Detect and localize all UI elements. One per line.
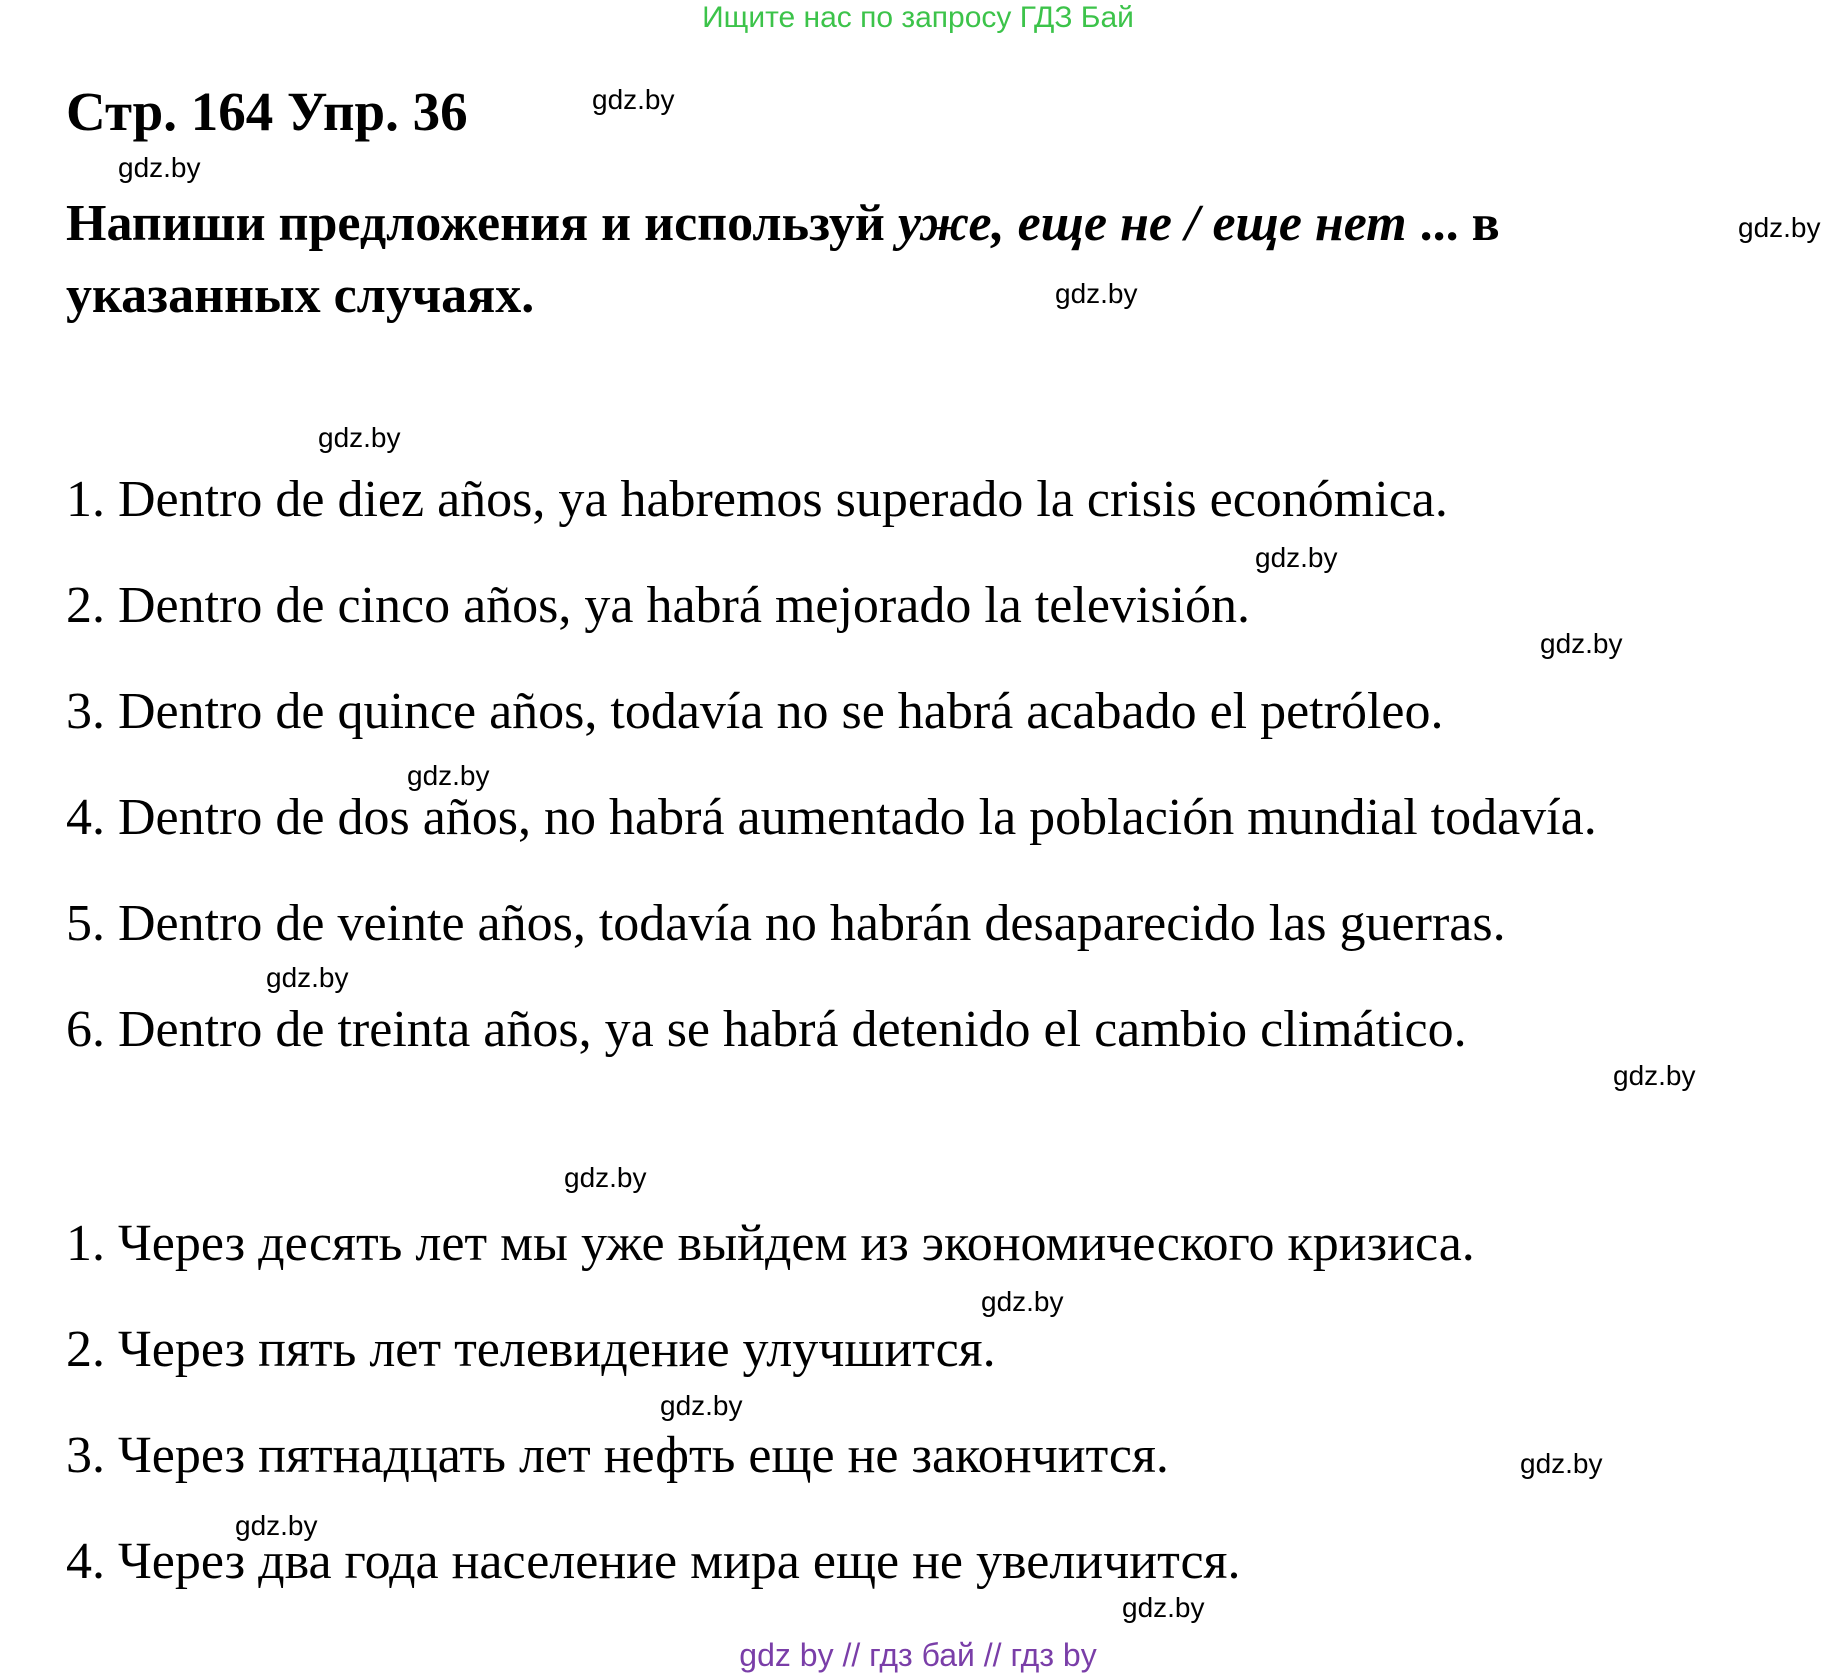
watermark: gdz.by bbox=[1738, 212, 1821, 243]
watermark: gdz.by bbox=[592, 84, 675, 115]
watermark: gdz.by bbox=[318, 422, 401, 453]
watermark: gdz.by bbox=[1520, 1448, 1603, 1479]
spanish-sentence-6: 6. Dentro de treinta años, ya se habrá detenido el cambio climático. bbox=[66, 1001, 1467, 1058]
watermark: gdz.by bbox=[1055, 278, 1138, 309]
watermark: gdz.by bbox=[1613, 1060, 1696, 1091]
spanish-sentence-2: 2. Dentro de cinco años, ya habrá mejorado la televisión. bbox=[66, 577, 1251, 634]
watermark: gdz.by bbox=[1540, 628, 1623, 659]
instruction-prefix: Напиши предложения и используй bbox=[66, 195, 898, 252]
spanish-sentence-4: 4. Dentro de dos años, no habrá aumentado la población mundial todavía. bbox=[66, 789, 1597, 846]
spanish-sentence-5: 5. Dentro de veinte años, todavía no habrán desaparecido las guerras. bbox=[66, 895, 1506, 952]
watermark: gdz.by bbox=[118, 152, 201, 183]
watermark: gdz.by bbox=[407, 760, 490, 791]
instruction-suffix: ... в bbox=[1406, 195, 1500, 252]
russian-sentence-3: 3. Через пятнадцать лет нефть еще не закончится. bbox=[66, 1427, 1169, 1484]
russian-sentence-4: 4. Через два года население мира еще не увеличится. bbox=[66, 1533, 1241, 1590]
instruction-line-2: указанных случаях. bbox=[66, 267, 535, 324]
russian-sentence-1: 1. Через десять лет мы уже выйдем из экономического кризиса. bbox=[66, 1215, 1475, 1272]
watermark: gdz.by bbox=[1255, 542, 1338, 573]
watermark: gdz.by bbox=[266, 962, 349, 993]
page-title: Стр. 164 Упр. 36 bbox=[66, 81, 468, 142]
instruction-italic-words: уже, еще не / еще нет bbox=[897, 195, 1407, 252]
spanish-sentence-3: 3. Dentro de quince años, todavía no se habrá acabado el petróleo. bbox=[66, 683, 1444, 740]
footer-watermark: gdz by // гдз бай // гдз by bbox=[739, 1637, 1097, 1673]
search-banner: Ищите нас по запросу ГДЗ Бай bbox=[702, 1, 1134, 34]
watermark: gdz.by bbox=[564, 1162, 647, 1193]
instruction-line-1 bbox=[66, 188, 1500, 260]
watermark: gdz.by bbox=[981, 1286, 1064, 1317]
task-instruction bbox=[66, 188, 1500, 332]
watermark: gdz.by bbox=[660, 1390, 743, 1421]
russian-sentence-2: 2. Через пять лет телевидение улучшится. bbox=[66, 1321, 996, 1378]
spanish-sentence-1: 1. Dentro de diez años, ya habremos superado la crisis económica. bbox=[66, 471, 1448, 528]
watermark: gdz.by bbox=[235, 1510, 318, 1541]
watermark: gdz.by bbox=[1122, 1592, 1205, 1623]
